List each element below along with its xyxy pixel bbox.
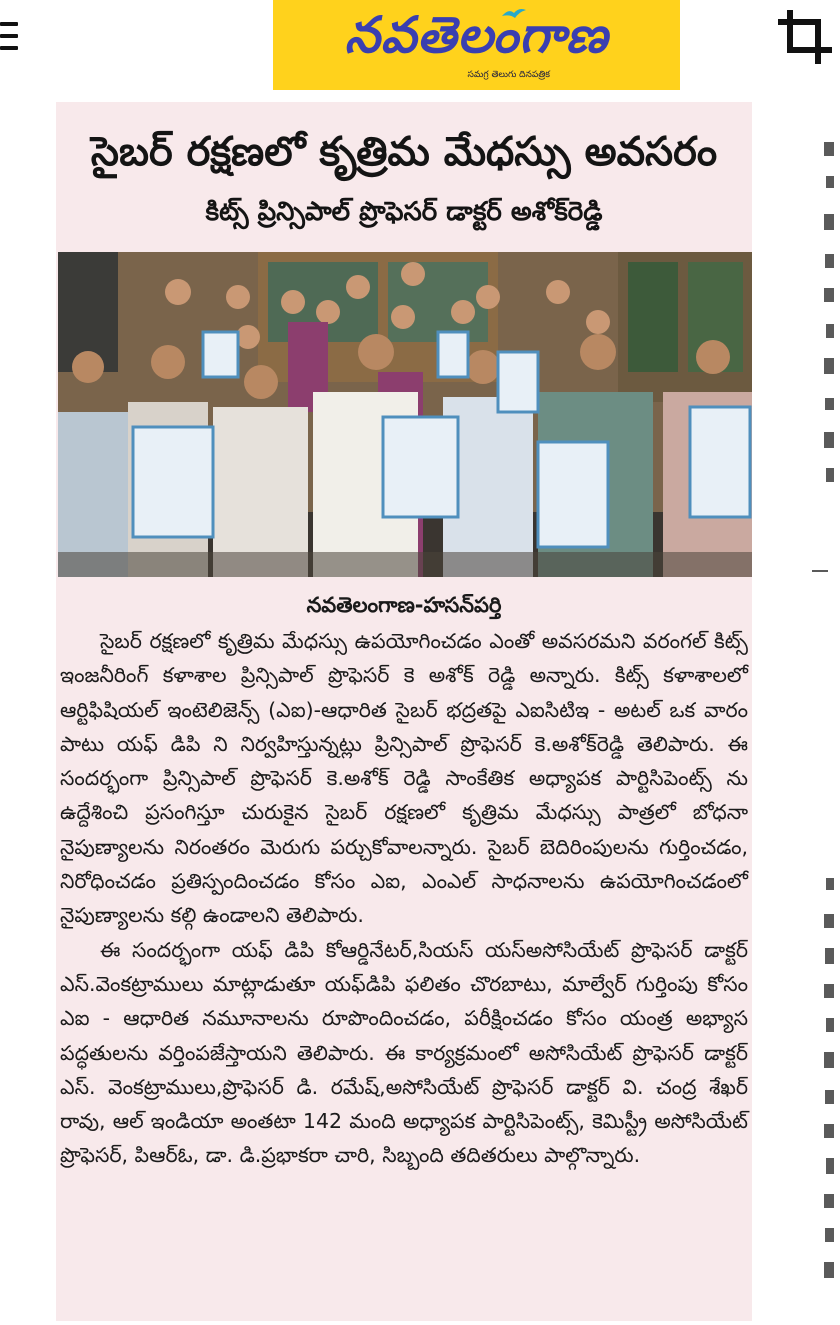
article-subheadline: కిట్స్ ప్రిన్సిపాల్ ప్రొఫెసర్ డాక్టర్ అశోక్‌రెడ్డి: [205, 197, 603, 227]
logo-tagline: సమగ్ర తెలుగు దినపత్రిక: [467, 70, 550, 80]
hamburger-menu-icon[interactable]: [0, 22, 22, 58]
article-dateline: నవతెలంగాణ-హసన్‌పర్తి: [306, 593, 502, 617]
top-app-bar: [0, 0, 840, 102]
crop-icon[interactable]: [774, 6, 836, 68]
newspaper-logo: [273, 0, 680, 90]
adjacent-column-edge: [752, 102, 840, 1321]
article-paragraph: సైబర్ రక్షణలో కృత్రిమ మేధస్సు ఉపయోగించడం ఎంతో అవసరమని వరంగల్ కిట్స్ ఇంజనీరింగ్ కళాశాల ప్రిన్సిపాల్ ప్రొఫెసర్ కె అశోక్ రెడ్డి అన్నారు. కిట్స్ కళాశాలలో ఆర్టిఫిషియల్ ఇంటెలిజెన్స్ (ఎఐ)-ఆధారిత సైబర్ భద్రతపై ఎఐసిటిఇ - అటల్ ఒక వారం పాటు యఫ్ డిపి ని నిర్వహిస్తున్నట్లు ప్రిన్సిపాల్ ప్రొఫెసర్ కె.అశోక్‌రెడ్డి తెలిపారు. ఈ సందర్భంగా ప్రిన్సిపాల్ ప్రొఫెసర్ కె.అశోక్ రెడ్డి సాంకేతిక అధ్యాపక పార్టిసిపెంట్స్ ను ఉద్దేశించి ప్రసంగిస్తూ చురుకైన సైబర్ రక్షణలో కృత్రిమ మేధస్సు పాత్రలో బోధనా నైపుణ్యాలను నిరంతరం మెరుగు పర్చుకోవాలన్నారు. సైబర్ బెదిరింపులను గుర్తించడం, నిరోధించడం ప్రతిస్పందించడం కోసం ఎఐ, ఎంఎల్ సాధనాలను ఉపయోగించడంలో నైపుణ్యాలను కల్గి ఉండాలని తెలిపారు.: [60, 629, 748, 928]
article-paragraph: ఈ సందర్భంగా యఫ్ డిపి కోఆర్డినేటర్,సియస్ యస్‌అసోసియేట్ ప్రొఫెసర్ డాక్టర్ ఎస్.వెంకట్రాములు మాట్లాడుతూ యఫ్‌డిపి ఫలితం చొరబాటు, మాల్వేర్ గుర్తింపు కోసం ఎఐ - ఆధారిత నమూనాలను రూపొందించడం, పరీక్షించడం కోసం యంత్ర అభ్యాస పద్ధతులను వర్తింపజేస్తాయని తెలిపారు. ఈ కార్యక్రమంలో అసోసియేట్ ప్రొఫెసర్ డాక్టర్ ఎస్. వెంకట్రాములు,ప్రొఫెసర్ డి. రమేష్,అసోసియేట్ ప్రొఫెసర్ డాక్టర్ వి. చంద్ర శేఖర్ రావు, ఆల్ ఇండియా అంతటా 142 మంది అధ్యాపక పార్టిసిపెంట్స్, కెమిస్ట్రీ అసోసియేట్ ప్రొఫెసర్, పిఆర్ఓ, డా. డి.ప్రభాకరా చారి, సిబ్బంది తదితరులు పాల్గొన్నారు.: [60, 937, 748, 1168]
article-body: [60, 624, 748, 1173]
article-headline: సైబర్ రక్షణలో కృత్రిమ మేధస్సు అవసరం: [90, 129, 718, 175]
group-photo: [58, 252, 752, 577]
news-clipping: [56, 102, 752, 1321]
adjacent-column-fragments: [752, 102, 840, 1321]
logo-title: నవతెలంగాణ: [344, 6, 609, 64]
